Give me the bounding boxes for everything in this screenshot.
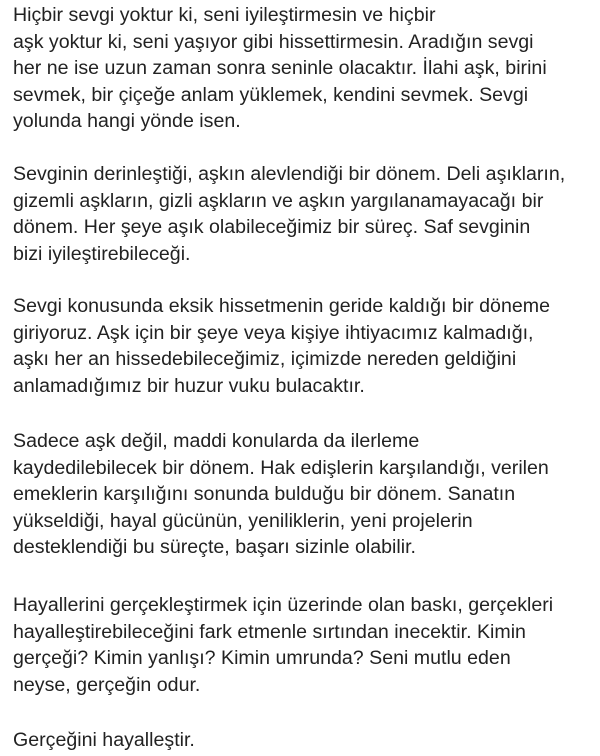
- paragraph-4: Sadece aşk değil, maddi konularda da ilerleme kaydedilebilecek bir dönem. Hak edişlerin karşılandığı, verilen emeklerin karşılığını sonunda bulduğu bir dönem. Sanatın yükseldiği, hayal gücünün, yeniliklerin, yeni projelerin desteklendiği bu süreçte, başarı sizinle olabilir.: [13, 430, 549, 558]
- paragraph-2: Sevginin derinleştiği, aşkın alevlendiği bir dönem. Deli aşıkların, gizemli aşkların, gizli aşkların ve aşkın yargılanamayacağı bir dönem. Her şeye aşık olabileceğimiz bir süreç. Saf sevginin bizi iyileştirebileceği.: [13, 163, 566, 265]
- paragraph-1: Hiçbir sevgi yoktur ki, seni iyileştirmesin ve hiçbir aşk yoktur ki, seni yaşıyor gibi hissettirmesin. Aradığın sevgi her ne ise uzun zaman sonra seninle olacaktır. İlahi aşk, birini sevmek, bir çiçeğe anlam yüklemek, kendini sevmek. Sevgi yolunda hangi yönde isen.: [13, 4, 547, 132]
- paragraph-5: Hayallerini gerçekleştirmek için üzerinde olan baskı, gerçekleri hayalleştirebileceğini fark etmenle sırtından inecektir. Kimin gerçeği? Kimin yanlışı? Kimin umrunda? Seni mutlu eden neyse, gerçeğin odur.: [13, 594, 554, 696]
- paragraph-3: Sevgi konusunda eksik hissetmenin geride kaldığı bir döneme giriyoruz. Aşk için bir şeye veya kişiye ihtiyacımız kalmadığı, aşkı her an hissedebileceğimiz, içimizde nereden geldiğini anlamadığımız bir huzur vuku bulacaktır.: [13, 295, 550, 397]
- paragraph-6: Gerçeğini hayalleştir.: [13, 729, 195, 751]
